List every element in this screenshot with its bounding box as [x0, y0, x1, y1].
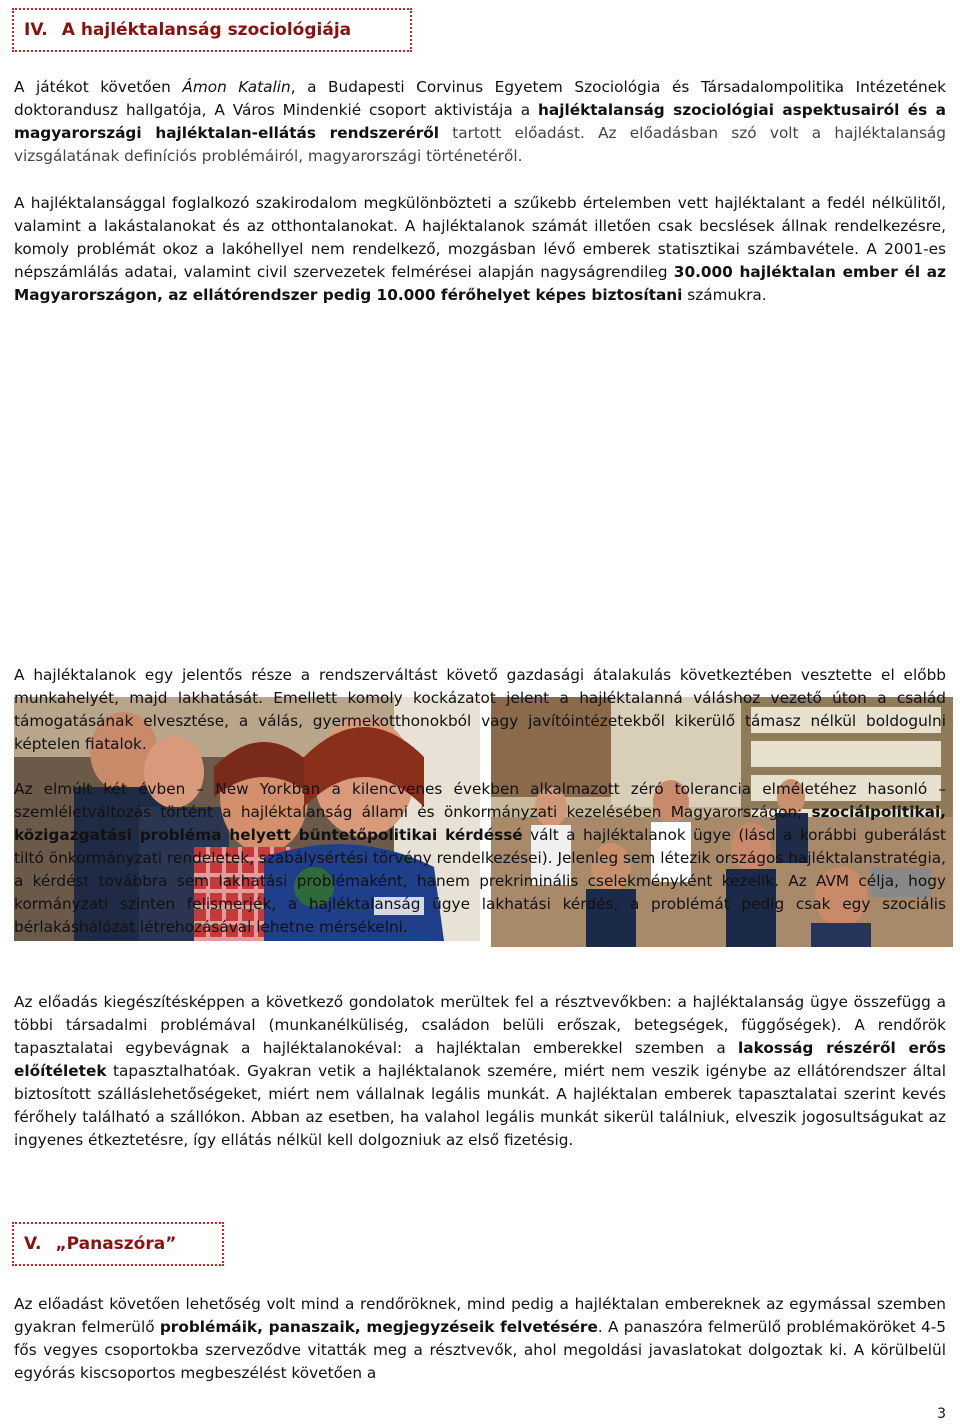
section-heading-5 — [12, 1222, 224, 1266]
text-run: . A panaszóra felmerülő problémaköröket 4-5 fős vegyes csoportokba szerveződve vitatták meg a résztvevők, ahol megoldási javaslatokat dolgoztak ki. A körülbelül egyórás kiscsoportos megbeszélést követően a — [14, 1318, 947, 1382]
paragraph-3 — [14, 664, 946, 756]
emphasis-text: hajléktalanság szociológiai aspektusairól és a magyarországi hajléktalan-ellátás rendszeréről — [14, 101, 946, 142]
paragraph-5 — [14, 991, 946, 1152]
text-run: A játékot követően — [14, 78, 183, 96]
section-heading-4 — [12, 8, 412, 52]
text-run: tartott előadást. — [439, 124, 585, 142]
emphasis-text: lakosság részéről erős előítéletek — [14, 1039, 946, 1080]
paragraph-4 — [14, 778, 946, 939]
text-run: vált a hajléktalanok ügye (lásd a korábbi guberálást tiltó önkormányzati rendeletek, szabálysértési törvény rendelkezései). Jelenleg sem létezik országos hajléktalanstratégia, a kérdést továbbra sem lakhatási problémaként, hanem prekriminális cselekményként kezelik. Az AVM célja, hogy kormányzati szinten felismerjék, a hajléktalanság ügye lakhatási kérdés, a problémát pedig csak egy szociális bérlakáshálózat létrehozásával lehetne mérsékelni. — [14, 826, 946, 936]
emphasis-text: problémáik, panaszaik, megjegyzéseik felvetésére — [159, 1318, 598, 1336]
text-run: A hajléktalanok egy jelentős része a rendszerváltást követő gazdasági átalakulás következtében vesztette el előbb munkahelyét, majd lakhatását. Emellett komoly kockázatot jelent a hajléktalanná váláshoz vezető úton a család támogatásának elvesztése, a válás, gyermekotthonokból vagy javítóintézetekből kikerülő támasz nélkül boldogulni képtelen fiatalok. — [14, 666, 946, 753]
text-run: Az elmúlt két évben – New Yorkban a kilencvenes években alkalmazott zéró tolerancia elméletéhez hasonló – szemléletváltozás történt a hajléktalanság állami és önkormányzati kezelésében Magyarországon; — [14, 780, 946, 821]
page-number: 3 — [937, 1406, 946, 1422]
section-number: IV. — [24, 20, 48, 40]
text-run: Az előadást követően lehetőség volt mind a rendőröknek, mind pedig a hajléktalan embereknek az egymással szemben gyakran felmerülő — [14, 1295, 946, 1336]
paragraph-6 — [14, 1293, 946, 1385]
section-title: „Panaszóra” — [55, 1234, 177, 1254]
section-number: V. — [24, 1234, 42, 1254]
section-title: A hajléktalanság szociológiája — [61, 20, 352, 40]
text-run: A hajléktalansággal foglalkozó szakirodalom megkülönbözteti a szűkebb értelemben vett hajléktalant a fedél nélkülitől, valamint a lakástalanokat és az otthontalanokat. A hajléktalanok számát illetően csak becslések állnak rendelkezésre, komoly problémát okoz a lakóhellyel nem rendelkező, mozgásban lévő emberek statisztikai számbavétele. A 2001-es népszámlálás adatai, valamint civil szervezetek felmérései alapján nagyságrendileg — [14, 194, 946, 281]
text-run: Az előadásban szó volt a hajléktalanság vizsgálatának definíciós problémáiról, magyarországi történetéről. — [14, 124, 946, 165]
paragraph-1 — [14, 76, 946, 168]
text-run: Az előadás kiegészítésképpen a következő gondolatok merültek fel a résztvevőkben: a hajléktalanság ügye összefügg a többi társadalmi problémával (munkanélküliség, családon belüli erőszak, betegségek, függőségek). A rendőrök tapasztalatai egybevágnak a hajléktalanokéval: a hajléktalan emberekkel szemben a — [14, 993, 946, 1057]
speaker-name: Ámon Katalin — [182, 78, 291, 96]
emphasis-text: szociálpolitikai, közigazgatási probléma helyett büntetőpolitikai kérdéssé — [14, 803, 946, 844]
text-run: , a Budapesti Corvinus Egyetem Szociológia és Társadalompolitika Intézetének doktorandusz hallgatója, A Város Mindenkié csoport aktivistája a — [14, 78, 946, 119]
paragraph-2 — [14, 192, 946, 307]
text-run: tapasztalhatóak. Gyakran vetik a hajléktalanok szemére, miért nem veszik igénybe az ellátórendszer által biztosított szálláslehetőségeket, miért nem vállalnak legális munkát. A hajléktalan emberek tapasztalatai szerint kevés férőhely található a szállókon. Abban az esetben, ha valahol legális munkát sikerül találniuk, elveszik jogosultságukat az ingyenes étkeztetésre, így ellátás nélkül kell dolgozniuk az első fizetésig. — [14, 1062, 946, 1149]
text-run: számukra. — [682, 286, 767, 304]
emphasis-text: 30.000 hajléktalan ember él az Magyarországon, az ellátórendszer pedig 10.000 férőhelyet képes biztosítani — [14, 263, 946, 304]
